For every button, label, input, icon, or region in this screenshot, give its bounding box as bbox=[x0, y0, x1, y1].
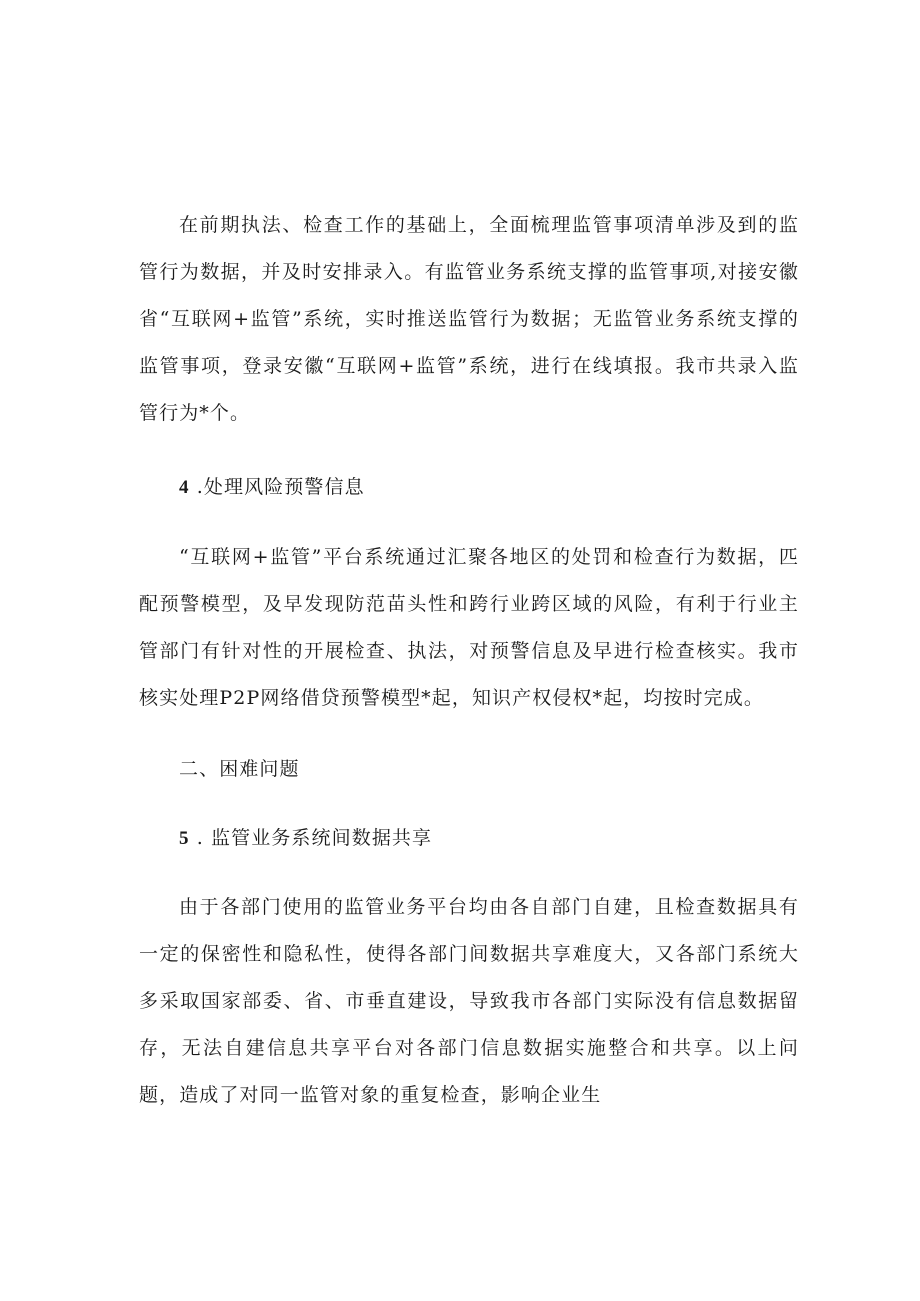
heading-data-sharing-number: 5 bbox=[179, 828, 190, 849]
paragraph-behavior-data-entry: 在前期执法、检查工作的基础上，全面梳理监管事项清单涉及到的监管行为数据，并及时安排录入。有监管业务系统支撑的监管事项,对接安徽省“互联网+监管”系统，实时推送监管行为数据；无监管业务系统支撑的监管事项，登录安徽“互联网+监管”系统，进行在线填报。我市共录入监管行为*个。 bbox=[139, 214, 799, 424]
heading-risk-warning-text: .处理风险预警信息 bbox=[189, 476, 365, 498]
paragraph-data-sharing: 由于各部门使用的监管业务平台均由各自部门自建，且检查数据具有一定的保密性和隐私性，使得各部门间数据共享难度大，又各部门系统大多采取国家部委、省、市垂直建设，导致我市各部门实际没有信息数据留存，无法自建信息共享平台对各部门信息数据实施整合和共享。以上问题，造成了对同一监管对象的重复检查，影响企业生 bbox=[139, 896, 799, 1106]
heading-risk-warning-number: 4 bbox=[179, 477, 190, 498]
heading-risk-warning bbox=[179, 472, 365, 503]
paragraph-risk-warning: “互联网+监管”平台系统通过汇聚各地区的处罚和检查行为数据，匹配预警模型，及早发现防范苗头性和跨行业跨区域的风险，有利于行业主管部门有针对性的开展检查、执法，对预警信息及早进行检查核实。我市核实处理P2P网络借贷预警模型*起，知识产权侵权*起，均按时完成。 bbox=[139, 546, 799, 709]
section-heading-difficulties: 二、困难问题 bbox=[179, 758, 300, 780]
heading-data-sharing bbox=[179, 823, 432, 854]
heading-data-sharing-text: . 监管业务系统间数据共享 bbox=[189, 827, 433, 849]
